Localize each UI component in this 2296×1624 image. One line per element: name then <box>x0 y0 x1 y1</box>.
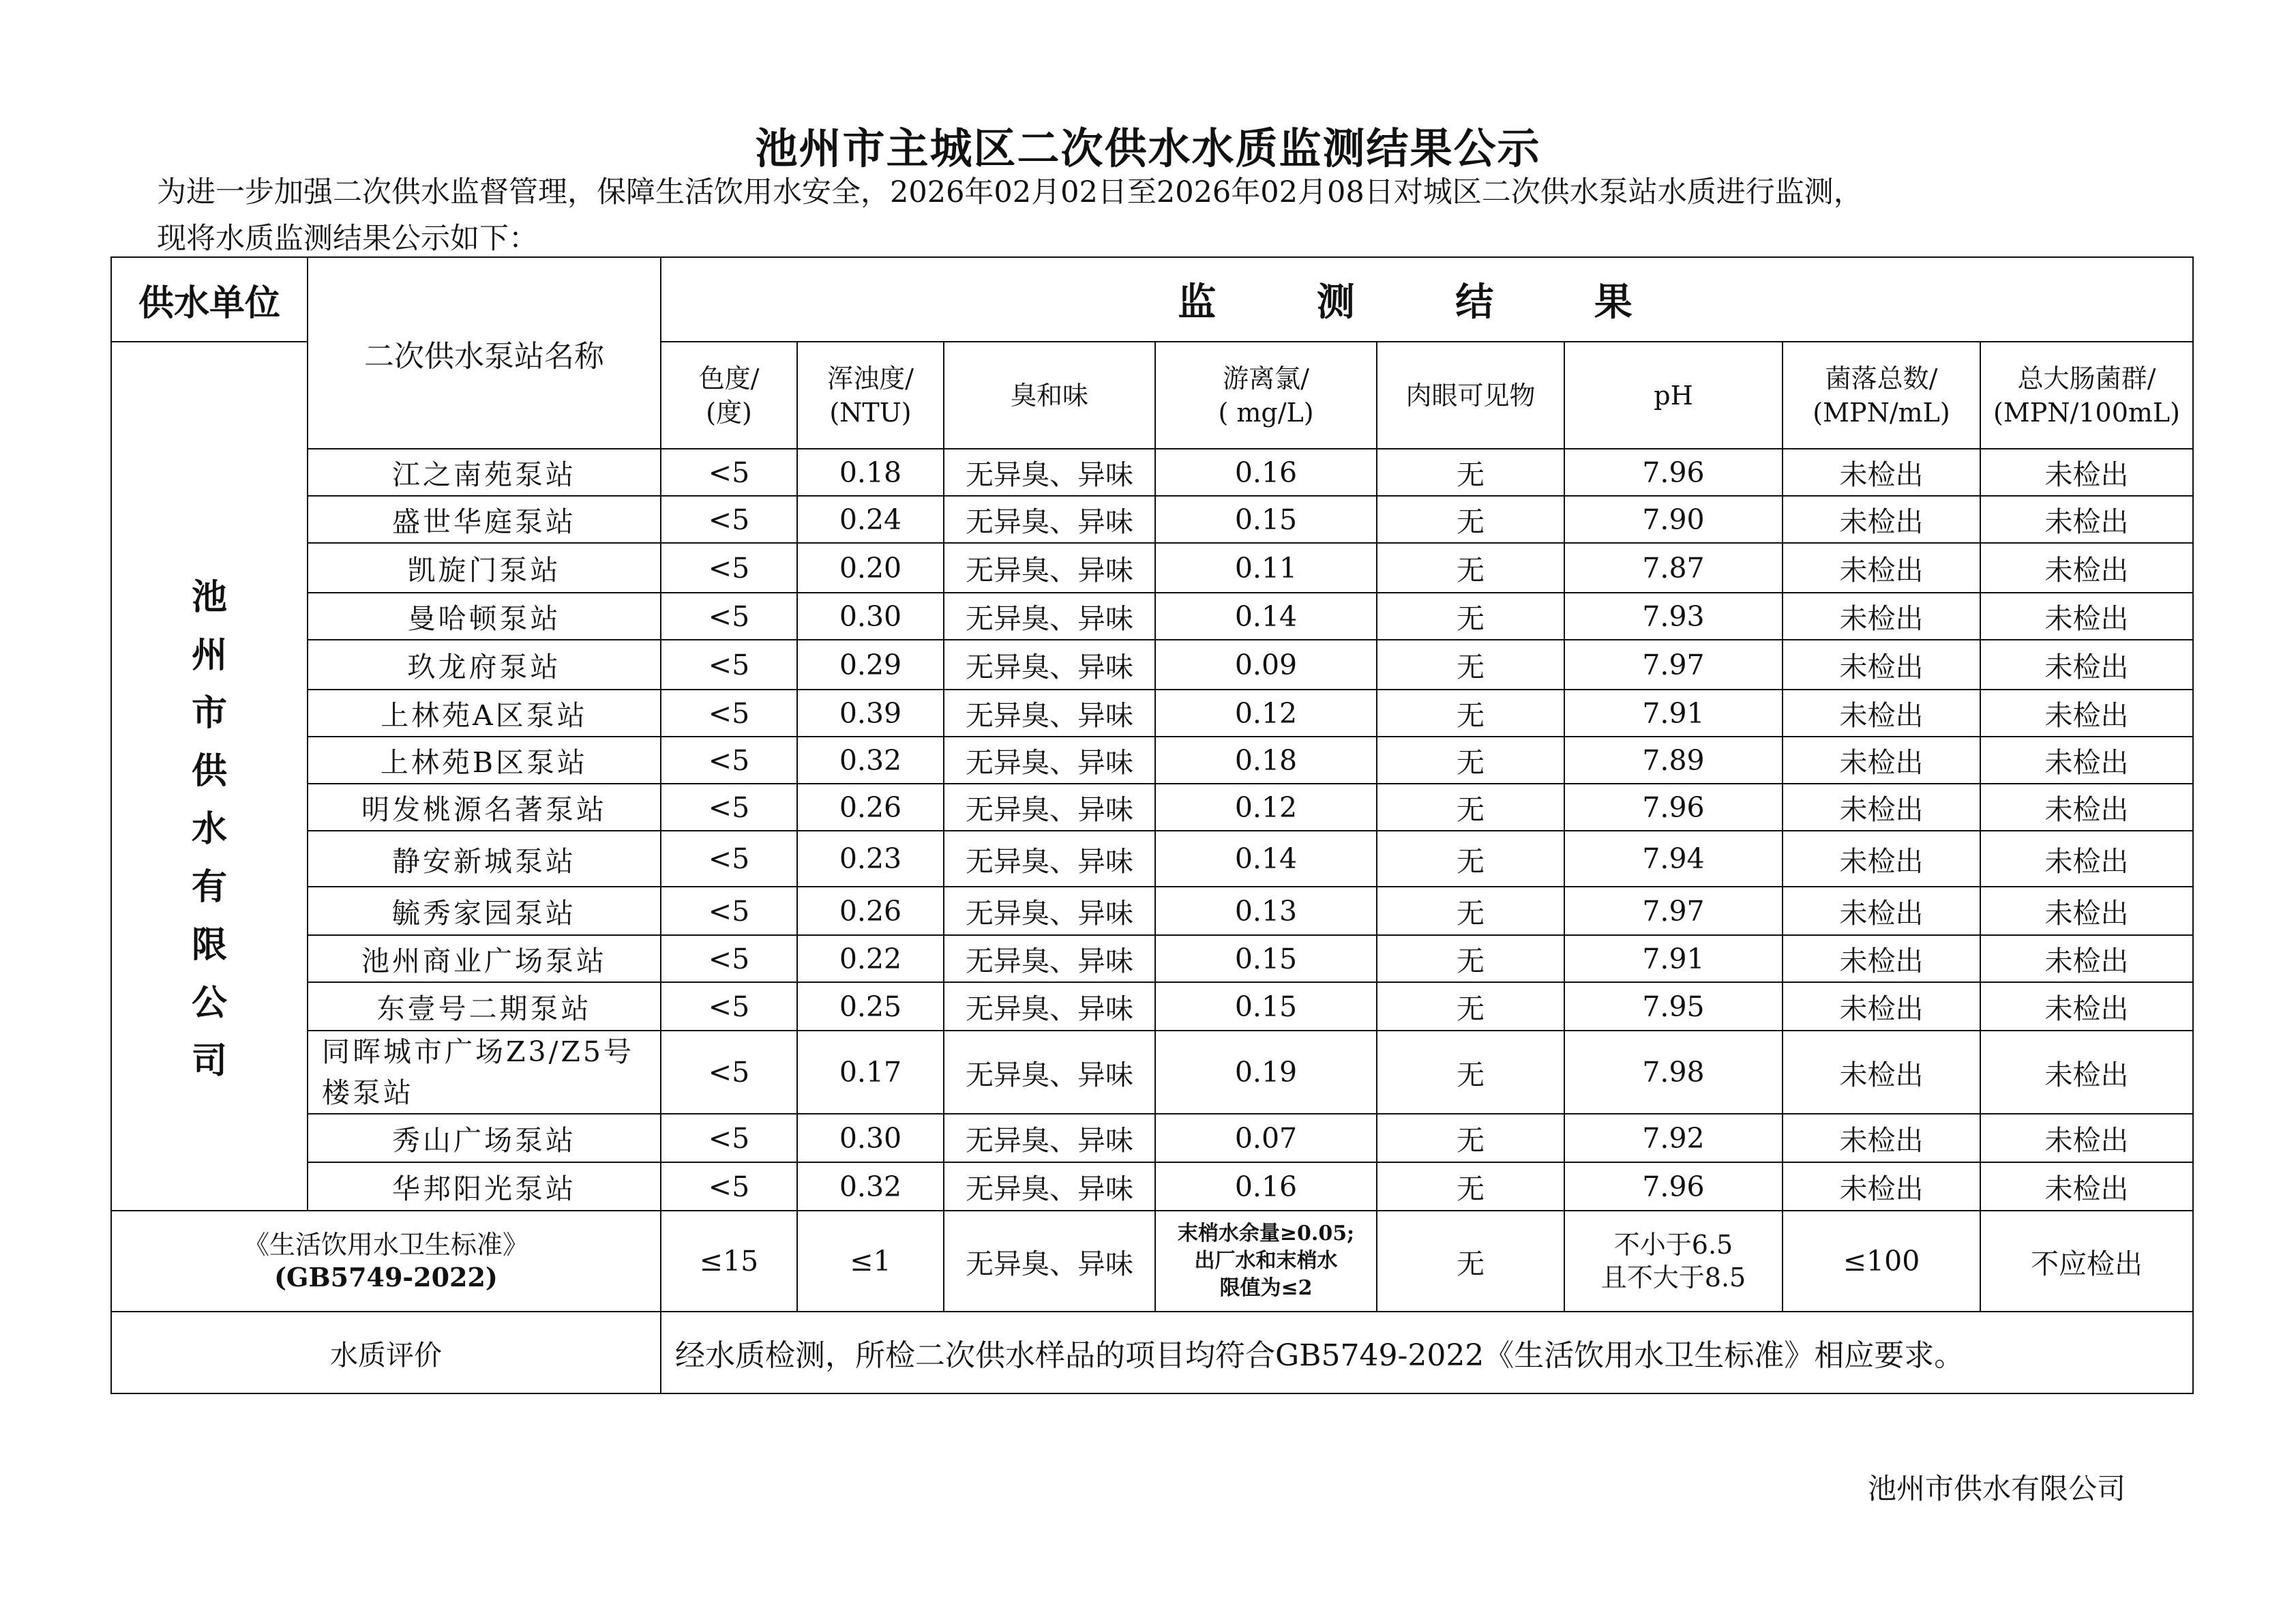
cell-turbidity: 0.18 <box>797 449 944 496</box>
cell-ph: 7.87 <box>1564 543 1783 593</box>
cell-coliform: 未检出 <box>1980 1162 2193 1211</box>
cell-odor: 无异臭、异味 <box>944 593 1155 640</box>
cell-colony: 未检出 <box>1783 593 1980 640</box>
cell-odor: 无异臭、异味 <box>944 449 1155 496</box>
table-row <box>111 496 2193 543</box>
cell-color: <5 <box>661 640 797 690</box>
cell-color: <5 <box>661 737 797 784</box>
table-row <box>111 690 2193 737</box>
cell-visible: 无 <box>1377 831 1564 887</box>
cell-odor: 无异臭、异味 <box>944 982 1155 1031</box>
header-col-line2: (MPN/100mL) <box>1993 397 2180 428</box>
cell-turbidity: 0.17 <box>797 1031 944 1114</box>
table-row <box>111 640 2193 690</box>
cell-coliform: 未检出 <box>1980 737 2193 784</box>
cell-visible: 无 <box>1377 982 1564 1031</box>
station-name: 上林苑A区泵站 <box>308 690 661 737</box>
company-char: 州 <box>191 634 227 676</box>
cell-colony: 未检出 <box>1783 496 1980 543</box>
station-name: 玖龙府泵站 <box>308 640 661 690</box>
cell-odor: 无异臭、异味 <box>944 784 1155 831</box>
cell-visible: 无 <box>1377 1162 1564 1211</box>
station-name: 上林苑B区泵站 <box>308 737 661 784</box>
cell-ph: 7.97 <box>1564 887 1783 935</box>
cell-coliform: 未检出 <box>1980 593 2193 640</box>
cell-chlorine: 0.12 <box>1155 690 1377 737</box>
cell-odor: 无异臭、异味 <box>944 831 1155 887</box>
cell-ph: 7.94 <box>1564 831 1783 887</box>
results-table <box>110 256 2194 1394</box>
header-col-6 <box>1783 342 1980 449</box>
header-col-line1: 色度/ <box>698 363 760 394</box>
cell-coliform: 未检出 <box>1980 640 2193 690</box>
cell-coliform: 未检出 <box>1980 831 2193 887</box>
station-name: 静安新城泵站 <box>308 831 661 887</box>
cell-color: <5 <box>661 1114 797 1162</box>
table-row <box>111 449 2193 496</box>
table-row <box>111 935 2193 982</box>
cell-color: <5 <box>661 593 797 640</box>
header-col-line2: ( mg/L) <box>1218 397 1314 428</box>
std-colony: ≤100 <box>1783 1211 1980 1312</box>
cell-color: <5 <box>661 784 797 831</box>
header-col-line1: 总大肠菌群/ <box>2017 363 2156 394</box>
cell-odor: 无异臭、异味 <box>944 1114 1155 1162</box>
table-row <box>111 1031 2193 1114</box>
company-char: 供 <box>191 750 227 792</box>
station-name: 明发桃源名著泵站 <box>308 784 661 831</box>
cell-turbidity: 0.30 <box>797 1114 944 1162</box>
cell-odor: 无异臭、异味 <box>944 737 1155 784</box>
company-char: 限 <box>191 924 227 966</box>
cell-ph: 7.98 <box>1564 1031 1783 1114</box>
header-col-line2: (度) <box>706 397 752 428</box>
std-ph <box>1564 1211 1783 1312</box>
cell-ph: 7.89 <box>1564 737 1783 784</box>
cell-turbidity: 0.22 <box>797 935 944 982</box>
cell-color: <5 <box>661 1162 797 1211</box>
cell-visible: 无 <box>1377 935 1564 982</box>
table-row <box>111 737 2193 784</box>
table-row <box>111 982 2193 1031</box>
header-col-line2: (NTU) <box>829 397 912 428</box>
evaluation-row <box>111 1312 2193 1393</box>
cell-chlorine: 0.12 <box>1155 784 1377 831</box>
cell-colony: 未检出 <box>1783 543 1980 593</box>
cell-visible: 无 <box>1377 887 1564 935</box>
cell-colony: 未检出 <box>1783 737 1980 784</box>
standard-name-line1: 《生活饮用水卫生标准》 <box>243 1230 528 1260</box>
standard-name <box>111 1211 661 1312</box>
cell-colony: 未检出 <box>1783 1114 1980 1162</box>
cell-chlorine: 0.13 <box>1155 887 1377 935</box>
company-char: 池 <box>191 576 227 618</box>
std-odor: 无异臭、异味 <box>944 1211 1155 1312</box>
header-col-line1: pH <box>1654 380 1693 411</box>
station-name: 毓秀家园泵站 <box>308 887 661 935</box>
cell-odor: 无异臭、异味 <box>944 1031 1155 1114</box>
cell-color: <5 <box>661 887 797 935</box>
station-name: 秀山广场泵站 <box>308 1114 661 1162</box>
cell-chlorine: 0.11 <box>1155 543 1377 593</box>
cell-coliform: 未检出 <box>1980 1031 2193 1114</box>
table-row <box>111 784 2193 831</box>
cell-ph: 7.91 <box>1564 690 1783 737</box>
cell-coliform: 未检出 <box>1980 887 2193 935</box>
cell-turbidity: 0.32 <box>797 1162 944 1211</box>
header-supply-unit: 供水单位 <box>111 257 308 342</box>
standard-row <box>111 1211 2193 1312</box>
cell-ph: 7.92 <box>1564 1114 1783 1162</box>
cell-odor: 无异臭、异味 <box>944 887 1155 935</box>
cell-color: <5 <box>661 935 797 982</box>
cell-turbidity: 0.30 <box>797 593 944 640</box>
cell-turbidity: 0.32 <box>797 737 944 784</box>
cell-turbidity: 0.20 <box>797 543 944 593</box>
cell-visible: 无 <box>1377 1114 1564 1162</box>
header-col-line1: 肉眼可见物 <box>1405 380 1536 411</box>
evaluation-text: 经水质检测，所检二次供水样品的项目均符合GB5749-2022《生活饮用水卫生标准》相应要求。 <box>661 1312 2193 1393</box>
station-name: 同晖城市广场Z3/Z5号楼泵站 <box>308 1031 661 1114</box>
cell-chlorine: 0.15 <box>1155 982 1377 1031</box>
cell-chlorine: 0.16 <box>1155 1162 1377 1211</box>
std-color: ≤15 <box>661 1211 797 1312</box>
cell-ph: 7.96 <box>1564 1162 1783 1211</box>
intro-text-2: 现将水质监测结果公示如下： <box>157 222 538 256</box>
cell-coliform: 未检出 <box>1980 935 2193 982</box>
cell-odor: 无异臭、异味 <box>944 1162 1155 1211</box>
header-col-0 <box>661 342 797 449</box>
cell-odor: 无异臭、异味 <box>944 690 1155 737</box>
std-coliform: 不应检出 <box>1980 1211 2193 1312</box>
cell-coliform: 未检出 <box>1980 1114 2193 1162</box>
cell-turbidity: 0.29 <box>797 640 944 690</box>
cell-turbidity: 0.25 <box>797 982 944 1031</box>
cell-color: <5 <box>661 449 797 496</box>
cell-visible: 无 <box>1377 543 1564 593</box>
cell-visible: 无 <box>1377 496 1564 543</box>
table-row <box>111 1162 2193 1211</box>
std-turbidity: ≤1 <box>797 1211 944 1312</box>
evaluation-label: 水质评价 <box>111 1312 661 1393</box>
cell-chlorine: 0.07 <box>1155 1114 1377 1162</box>
cell-chlorine: 0.14 <box>1155 831 1377 887</box>
header-col-line2: (MPN/mL) <box>1813 397 1950 428</box>
table-row <box>111 887 2193 935</box>
std-chlorine-line1: 末梢水余量≥0.05; <box>1177 1222 1355 1245</box>
cell-color: <5 <box>661 543 797 593</box>
cell-chlorine: 0.09 <box>1155 640 1377 690</box>
cell-chlorine: 0.19 <box>1155 1031 1377 1114</box>
cell-coliform: 未检出 <box>1980 543 2193 593</box>
header-col-2 <box>944 342 1155 449</box>
station-name: 盛世华庭泵站 <box>308 496 661 543</box>
header-col-5 <box>1564 342 1783 449</box>
cell-visible: 无 <box>1377 690 1564 737</box>
station-name: 池州商业广场泵站 <box>308 935 661 982</box>
cell-visible: 无 <box>1377 449 1564 496</box>
cell-colony: 未检出 <box>1783 640 1980 690</box>
station-name: 江之南苑泵站 <box>308 449 661 496</box>
cell-turbidity: 0.26 <box>797 887 944 935</box>
table-row <box>111 831 2193 887</box>
std-ph-line2: 且不大于8.5 <box>1600 1263 1746 1293</box>
cell-colony: 未检出 <box>1783 982 1980 1031</box>
header-col-line1: 菌落总数/ <box>1825 363 1938 394</box>
cell-chlorine: 0.15 <box>1155 935 1377 982</box>
cell-coliform: 未检出 <box>1980 449 2193 496</box>
cell-ph: 7.90 <box>1564 496 1783 543</box>
std-visible: 无 <box>1377 1211 1564 1312</box>
cell-ph: 7.93 <box>1564 593 1783 640</box>
intro-text: 为进一步加强二次供水监督管理，保障生活饮用水安全，2026年02月02日至2026年02月08日对城区二次供水泵站水质进行监测， <box>157 175 1863 209</box>
cell-color: <5 <box>661 982 797 1031</box>
cell-visible: 无 <box>1377 737 1564 784</box>
table-row <box>111 593 2193 640</box>
station-name: 凯旋门泵站 <box>308 543 661 593</box>
cell-coliform: 未检出 <box>1980 690 2193 737</box>
cell-odor: 无异臭、异味 <box>944 640 1155 690</box>
company-char: 司 <box>191 1040 227 1082</box>
cell-colony: 未检出 <box>1783 449 1980 496</box>
cell-chlorine: 0.18 <box>1155 737 1377 784</box>
cell-turbidity: 0.26 <box>797 784 944 831</box>
cell-colony: 未检出 <box>1783 1162 1980 1211</box>
header-station-name: 二次供水泵站名称 <box>308 257 661 449</box>
cell-chlorine: 0.14 <box>1155 593 1377 640</box>
cell-colony: 未检出 <box>1783 887 1980 935</box>
cell-turbidity: 0.24 <box>797 496 944 543</box>
cell-odor: 无异臭、异味 <box>944 935 1155 982</box>
header-col-3 <box>1155 342 1377 449</box>
cell-coliform: 未检出 <box>1980 784 2193 831</box>
company-char: 有 <box>191 866 227 908</box>
station-name: 华邦阳光泵站 <box>308 1162 661 1211</box>
cell-colony: 未检出 <box>1783 831 1980 887</box>
cell-visible: 无 <box>1377 593 1564 640</box>
cell-coliform: 未检出 <box>1980 496 2193 543</box>
cell-coliform: 未检出 <box>1980 982 2193 1031</box>
cell-colony: 未检出 <box>1783 784 1980 831</box>
cell-visible: 无 <box>1377 1031 1564 1114</box>
cell-chlorine: 0.15 <box>1155 496 1377 543</box>
company-spacer <box>111 342 308 449</box>
company-char: 公 <box>191 982 227 1024</box>
footer-org: 池州市供水有限公司 <box>1867 1472 2126 1505</box>
cell-color: <5 <box>661 1031 797 1114</box>
cell-colony: 未检出 <box>1783 935 1980 982</box>
std-chlorine <box>1155 1211 1377 1312</box>
standard-name-line2: (GB5749-2022) <box>274 1262 498 1293</box>
std-chlorine-line2: 出厂水和末梢水 <box>1194 1249 1338 1273</box>
cell-color: <5 <box>661 690 797 737</box>
header-col-4 <box>1377 342 1564 449</box>
cell-ph: 7.96 <box>1564 449 1783 496</box>
page-title: 池州市主城区二次供水水质监测结果公示 <box>755 123 1541 173</box>
header-col-line1: 臭和味 <box>1010 380 1088 411</box>
header-col-line1: 游离氯/ <box>1223 363 1309 394</box>
header-results: 监 测 结 果 <box>661 257 2193 342</box>
company-char: 水 <box>191 808 227 850</box>
cell-color: <5 <box>661 831 797 887</box>
cell-color: <5 <box>661 496 797 543</box>
cell-odor: 无异臭、异味 <box>944 543 1155 593</box>
cell-ph: 7.97 <box>1564 640 1783 690</box>
cell-colony: 未检出 <box>1783 690 1980 737</box>
cell-visible: 无 <box>1377 640 1564 690</box>
company-name-vertical <box>111 449 308 1211</box>
table-row <box>111 543 2193 593</box>
header-col-1 <box>797 342 944 449</box>
cell-turbidity: 0.39 <box>797 690 944 737</box>
cell-ph: 7.95 <box>1564 982 1783 1031</box>
station-name: 曼哈顿泵站 <box>308 593 661 640</box>
cell-colony: 未检出 <box>1783 1031 1980 1114</box>
std-chlorine-line3: 限值为≤2 <box>1219 1276 1313 1300</box>
station-name: 东壹号二期泵站 <box>308 982 661 1031</box>
cell-chlorine: 0.16 <box>1155 449 1377 496</box>
header-col-7 <box>1980 342 2193 449</box>
cell-ph: 7.91 <box>1564 935 1783 982</box>
header-col-line1: 浑浊度/ <box>827 363 914 394</box>
company-char: 市 <box>191 692 227 734</box>
cell-turbidity: 0.23 <box>797 831 944 887</box>
cell-odor: 无异臭、异味 <box>944 496 1155 543</box>
cell-visible: 无 <box>1377 784 1564 831</box>
std-ph-line1: 不小于6.5 <box>1613 1230 1733 1260</box>
table-row <box>111 1114 2193 1162</box>
cell-ph: 7.96 <box>1564 784 1783 831</box>
